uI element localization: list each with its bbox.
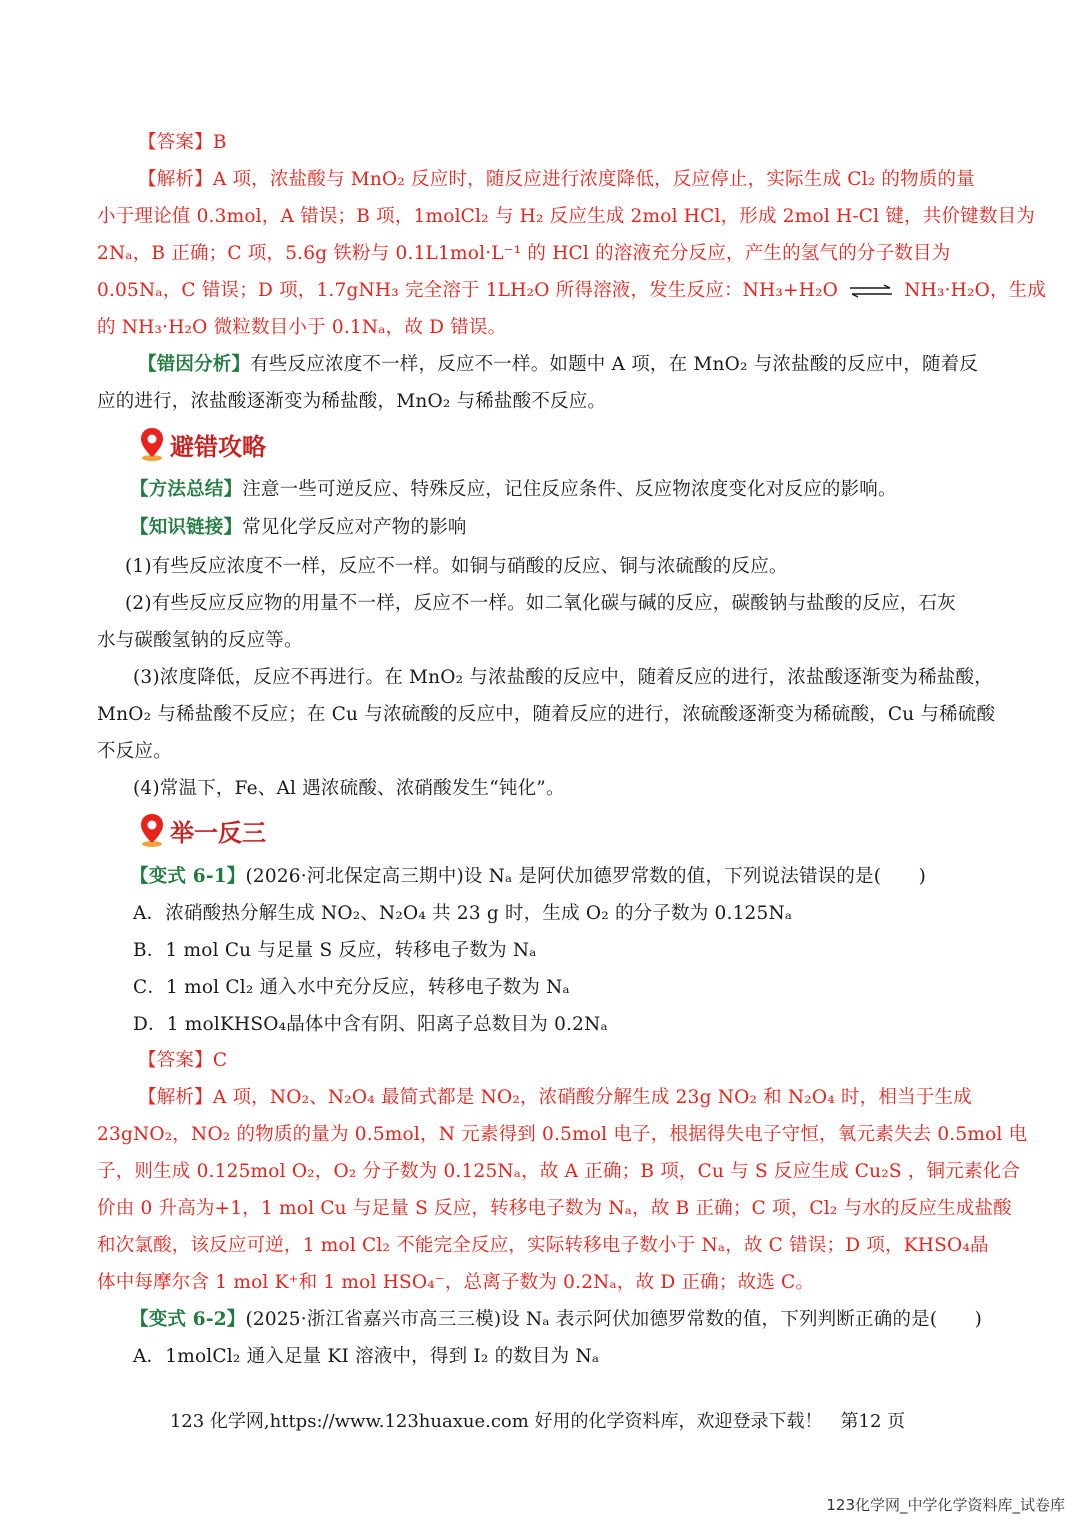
answer-label: 【答案】 bbox=[138, 1050, 213, 1071]
reversible-arrow-icon bbox=[848, 284, 894, 298]
option-b: B．1 mol Cu 与足量 S 反应，转移电子数为 Nₐ bbox=[133, 940, 537, 961]
answer-line-1 bbox=[138, 130, 227, 156]
option-a: A．1molCl₂ 通入足量 KI 溶液中，得到 I₂ 的数目为 Nₐ bbox=[133, 1346, 600, 1367]
analysis1-line-1: 【解析】A 项，浓盐酸与 MnO₂ 反应时，随反应进行浓度降低，反应停止，实际生成 Cl₂ 的物质的量 bbox=[138, 169, 975, 190]
method-summary-label: 【方法总结】 bbox=[130, 479, 243, 500]
analysis-label: 【解析】 bbox=[138, 1087, 213, 1108]
answer-value: B bbox=[212, 132, 227, 153]
analysis2-line-2: 23gNO₂，NO₂ 的物质的量为 0.5mol，N 元素得到 0.5mol 电子，根据得失电子守恒，氧元素失去 0.5mol 电 bbox=[97, 1124, 1028, 1145]
error-analysis-line-1: 【错因分析】有些反应浓度不一样，反应不一样。如题中 A 项，在 MnO₂ 与浓盐酸的反应中，随着反 bbox=[138, 354, 979, 375]
section-heading-text: 举一反三 bbox=[170, 818, 266, 847]
option-a: A．浓硝酸热分解生成 NO₂、N₂O₄ 共 23 g 时，生成 O₂ 的分子数为 0.125Nₐ bbox=[133, 903, 793, 924]
analysis2-line-4: 价由 0 升高为+1，1 mol Cu 与足量 S 反应，转移电子数为 Nₐ，故 B 正确；C 项，Cl₂ 与水的反应生成盐酸 bbox=[97, 1198, 1012, 1219]
analysis2-line-5: 和次氯酸，该反应可逆，1 mol Cl₂ 不能完全反应，实际转移电子数小于 Nₐ，故 C 错误；D 项，KHSO₄晶 bbox=[97, 1235, 989, 1256]
answer-line-2 bbox=[138, 1048, 227, 1074]
analysis2-line-6: 体中每摩尔含 1 mol K⁺和 1 mol HSO₄⁻，总离子数为 0.2Nₐ，故 D 正确；故选 C。 bbox=[97, 1272, 815, 1293]
point-3-line-2: MnO₂ 与稀盐酸不反应；在 Cu 与浓硫酸的反应中，随着反应的进行，浓硫酸逐渐变为稀硫酸，Cu 与稀硫酸 bbox=[97, 704, 996, 725]
option-c: C．1 mol Cl₂ 通入水中充分反应，转移电子数为 Nₐ bbox=[133, 977, 570, 998]
question-6-1-label: 【变式 6-1】 bbox=[130, 866, 246, 887]
analysis1-line-4: 0.05Nₐ，C 错误；D 项，1.7gNH₃ 完全溶于 1LH₂O 所得溶液，发生反应：NH₃+H₂O NH₃·H₂O，生成 bbox=[97, 280, 1047, 301]
analysis1-line-5: 的 NH₃·H₂O 微粒数目小于 0.1Nₐ，故 D 错误。 bbox=[97, 317, 507, 338]
knowledge-link-label: 【知识链接】 bbox=[130, 517, 243, 538]
section-heading-avoid-errors bbox=[138, 424, 266, 464]
method-summary-line: 【方法总结】注意一些可逆反应、特殊反应，记住反应条件、反应物浓度变化对反应的影响。 bbox=[130, 479, 897, 500]
site-watermark: 123化学网_中学化学资料库_试卷库 bbox=[826, 1496, 1065, 1514]
location-pin-icon bbox=[138, 812, 166, 848]
point-2-line-2: 水与碳酸氢钠的反应等。 bbox=[97, 630, 303, 651]
question-6-2-label: 【变式 6-2】 bbox=[130, 1309, 246, 1330]
question-6-2-stem: 【变式 6-2】(2025·浙江省嘉兴市高三三模)设 Nₐ 表示阿伏加德罗常数的值，下列判断正确的是( ) bbox=[130, 1309, 983, 1330]
answer-label: 【答案】 bbox=[138, 132, 213, 153]
error-analysis-line-2: 应的进行，浓盐酸逐渐变为稀盐酸，MnO₂ 与稀盐酸不反应。 bbox=[97, 391, 607, 412]
page-footer: 123 化学网,https://www.123huaxue.com 好用的化学资料库，欢迎登录下载！ 第12 页 bbox=[169, 1411, 906, 1432]
point-4: (4)常温下，Fe、Al 遇浓硫酸、浓硝酸发生“钝化”。 bbox=[133, 778, 565, 799]
knowledge-link-line: 【知识链接】常见化学反应对产物的影响 bbox=[130, 517, 467, 538]
option-d: D．1 molKHSO₄晶体中含有阴、阳离子总数目为 0.2Nₐ bbox=[133, 1014, 608, 1035]
point-3-line-3: 不反应。 bbox=[97, 741, 172, 762]
section-heading-practice bbox=[138, 810, 266, 850]
question-6-1-stem: 【变式 6-1】(2026·河北保定高三期中)设 Nₐ 是阿伏加德罗常数的值，下列说法错误的是( ) bbox=[130, 866, 926, 887]
analysis2-line-1: 【解析】A 项，NO₂、N₂O₄ 最简式都是 NO₂，浓硝酸分解生成 23g NO₂ 和 N₂O₄ 时，相当于生成 bbox=[138, 1087, 972, 1108]
error-analysis-label: 【错因分析】 bbox=[138, 354, 251, 375]
point-2-line-1: (2)有些反应反应物的用量不一样，反应不一样。如二氧化碳与碱的反应，碳酸钠与盐酸的反应，石灰 bbox=[125, 593, 956, 614]
point-1: (1)有些反应浓度不一样，反应不一样。如铜与硝酸的反应、铜与浓硫酸的反应。 bbox=[125, 556, 788, 577]
analysis2-line-3: 子，则生成 0.125mol O₂，O₂ 分子数为 0.125Nₐ，故 A 正确；B 项，Cu 与 S 反应生成 Cu₂S ，铜元素化合 bbox=[97, 1161, 1021, 1182]
location-pin-icon bbox=[138, 426, 166, 462]
analysis-label: 【解析】 bbox=[138, 169, 213, 190]
analysis1-line-2: 小于理论值 0.3mol，A 错误；B 项，1molCl₂ 与 H₂ 反应生成 2mol HCl，形成 2mol H-Cl 键，共价键数目为 bbox=[97, 206, 1035, 227]
section-heading-text: 避错攻略 bbox=[170, 432, 266, 461]
analysis1-line-3: 2Nₐ，B 正确；C 项，5.6g 铁粉与 0.1L1mol·L⁻¹ 的 HCl 的溶液充分反应，产生的氢气的分子数目为 bbox=[97, 243, 951, 264]
point-3-line-1: (3)浓度降低，反应不再进行。在 MnO₂ 与浓盐酸的反应中，随着反应的进行，浓盐酸逐渐变为稀盐酸， bbox=[133, 667, 993, 688]
answer-value: C bbox=[212, 1050, 228, 1071]
